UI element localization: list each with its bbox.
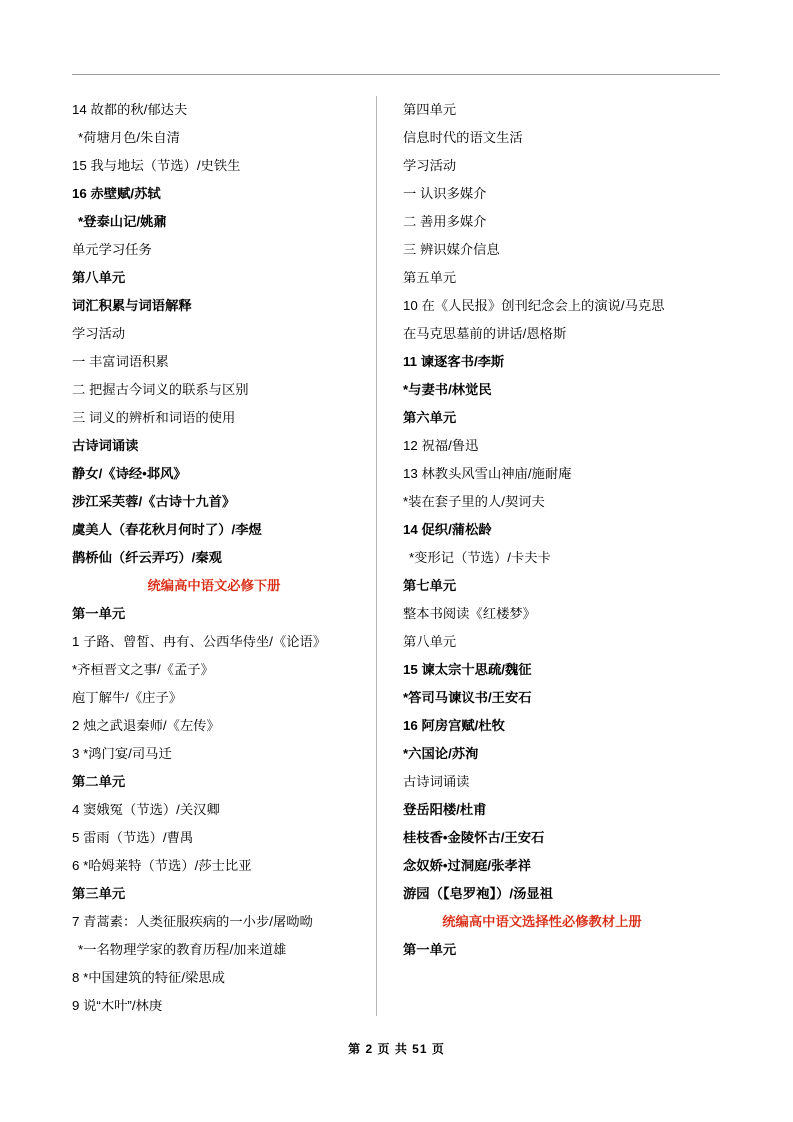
toc-line: 二 善用多媒介: [403, 214, 487, 229]
toc-line: 第八单元: [72, 270, 126, 285]
toc-line: 信息时代的语文生活: [403, 130, 523, 145]
toc-line: 静女/《诗经•邶风》: [72, 466, 187, 481]
toc-line: *装在套子里的人/契诃夫: [403, 494, 545, 509]
toc-line: 5 雷雨（节选）/曹禺: [72, 830, 194, 845]
header-rule: [72, 74, 720, 75]
toc-line: *齐桓晋文之事/《孟子》: [72, 662, 214, 677]
toc-line: 16 阿房宫赋/杜牧: [403, 718, 505, 733]
toc-line: 9 说“木叶”/林庚: [72, 998, 163, 1013]
toc-line: 二 把握古今词义的联系与区别: [72, 382, 249, 397]
toc-line: 虞美人（春花秋月何时了）/李煜: [72, 522, 262, 537]
toc-line: 11 谏逐客书/李斯: [403, 354, 505, 369]
toc-line: 2 烛之武退秦师/《左传》: [72, 718, 220, 733]
toc-line: 第五单元: [403, 270, 457, 285]
toc-line: 15 谏太宗十思疏/魏征: [403, 662, 532, 677]
left-column: [72, 96, 372, 1020]
toc-line: 学习活动: [403, 158, 457, 173]
toc-line: 整本书阅读《红楼梦》: [403, 606, 536, 621]
toc-line: 第三单元: [72, 886, 126, 901]
toc-line: 第六单元: [403, 410, 457, 425]
toc-line: 桂枝香•金陵怀古/王安石: [403, 830, 545, 845]
toc-line: 4 窦娥冤（节选）/关汉卿: [72, 802, 220, 817]
toc-line: 14 故都的秋/郁达夫: [72, 102, 188, 117]
toc-line: 统编高中语文必修下册: [147, 578, 281, 593]
toc-line: *六国论/苏洵: [403, 746, 479, 761]
toc-line: 庖丁解牛/《庄子》: [72, 690, 183, 705]
toc-line: 第八单元: [403, 634, 457, 649]
toc-line: 古诗词诵读: [403, 774, 470, 789]
toc-line: 单元学习任务: [72, 242, 152, 257]
toc-line: 8 *中国建筑的特征/梁思成: [72, 970, 225, 985]
page-footer: 第 2 页 共 51 页: [348, 1042, 445, 1056]
toc-line: 10 在《人民报》创刊纪念会上的演说/马克思: [403, 298, 665, 313]
toc-line: 6 *哈姆莱特（节选）/莎士比亚: [72, 858, 252, 873]
toc-line: *荷塘月色/朱自清: [78, 130, 180, 145]
right-column: [381, 96, 681, 964]
toc-line: *登泰山记/姚鼐: [78, 214, 167, 229]
toc-line: 一 丰富词语积累: [72, 354, 169, 369]
toc-line: 第一单元: [403, 942, 457, 957]
toc-line: *一名物理学家的教育历程/加来道雄: [78, 942, 287, 957]
toc-line: *与妻书/林觉民: [403, 382, 492, 397]
toc-line: 3 *鸿门宴/司马迁: [72, 746, 172, 761]
toc-line: 12 祝福/鲁迅: [403, 438, 479, 453]
toc-line: 16 赤壁赋/苏轼: [72, 186, 161, 201]
toc-line: 7 青蒿素：人类征服疾病的一小步/屠呦呦: [72, 914, 313, 929]
toc-line: 第七单元: [403, 578, 457, 593]
column-divider: [376, 96, 377, 1016]
toc-line: 一 认识多媒介: [403, 186, 487, 201]
toc-line: 第一单元: [72, 606, 126, 621]
toc-line: 游园（【皂罗袍】）/汤显祖: [403, 886, 553, 901]
toc-line: 13 林教头风雪山神庙/施耐庵: [403, 466, 572, 481]
toc-line: 三 词义的辨析和词语的使用: [72, 410, 236, 425]
toc-line: 学习活动: [72, 326, 126, 341]
toc-line: 统编高中语文选择性必修教材上册: [442, 914, 642, 929]
toc-line: 在马克思墓前的讲话/恩格斯: [403, 326, 567, 341]
toc-line: 1 子路、曾皙、冉有、公西华侍坐/《论语》: [72, 634, 327, 649]
toc-line: 词汇积累与词语解释: [72, 298, 192, 313]
toc-line: 鹊桥仙（纤云弄巧）/秦观: [72, 550, 222, 565]
toc-line: 15 我与地坛（节选）/史铁生: [72, 158, 241, 173]
toc-line: *变形记（节选）/卡夫卡: [409, 550, 551, 565]
toc-line: 第二单元: [72, 774, 126, 789]
toc-line: 第四单元: [403, 102, 457, 117]
two-column-body: [72, 96, 720, 1020]
toc-line: 14 促织/蒲松龄: [403, 522, 492, 537]
toc-line: 涉江采芙蓉/《古诗十九首》: [72, 494, 236, 509]
toc-line: 古诗词诵读: [72, 438, 139, 453]
toc-line: 三 辨识媒介信息: [403, 242, 500, 257]
toc-line: 念奴娇•过洞庭/张孝祥: [403, 858, 532, 873]
toc-line: 登岳阳楼/杜甫: [403, 802, 487, 817]
toc-line: *答司马谏议书/王安石: [403, 690, 532, 705]
